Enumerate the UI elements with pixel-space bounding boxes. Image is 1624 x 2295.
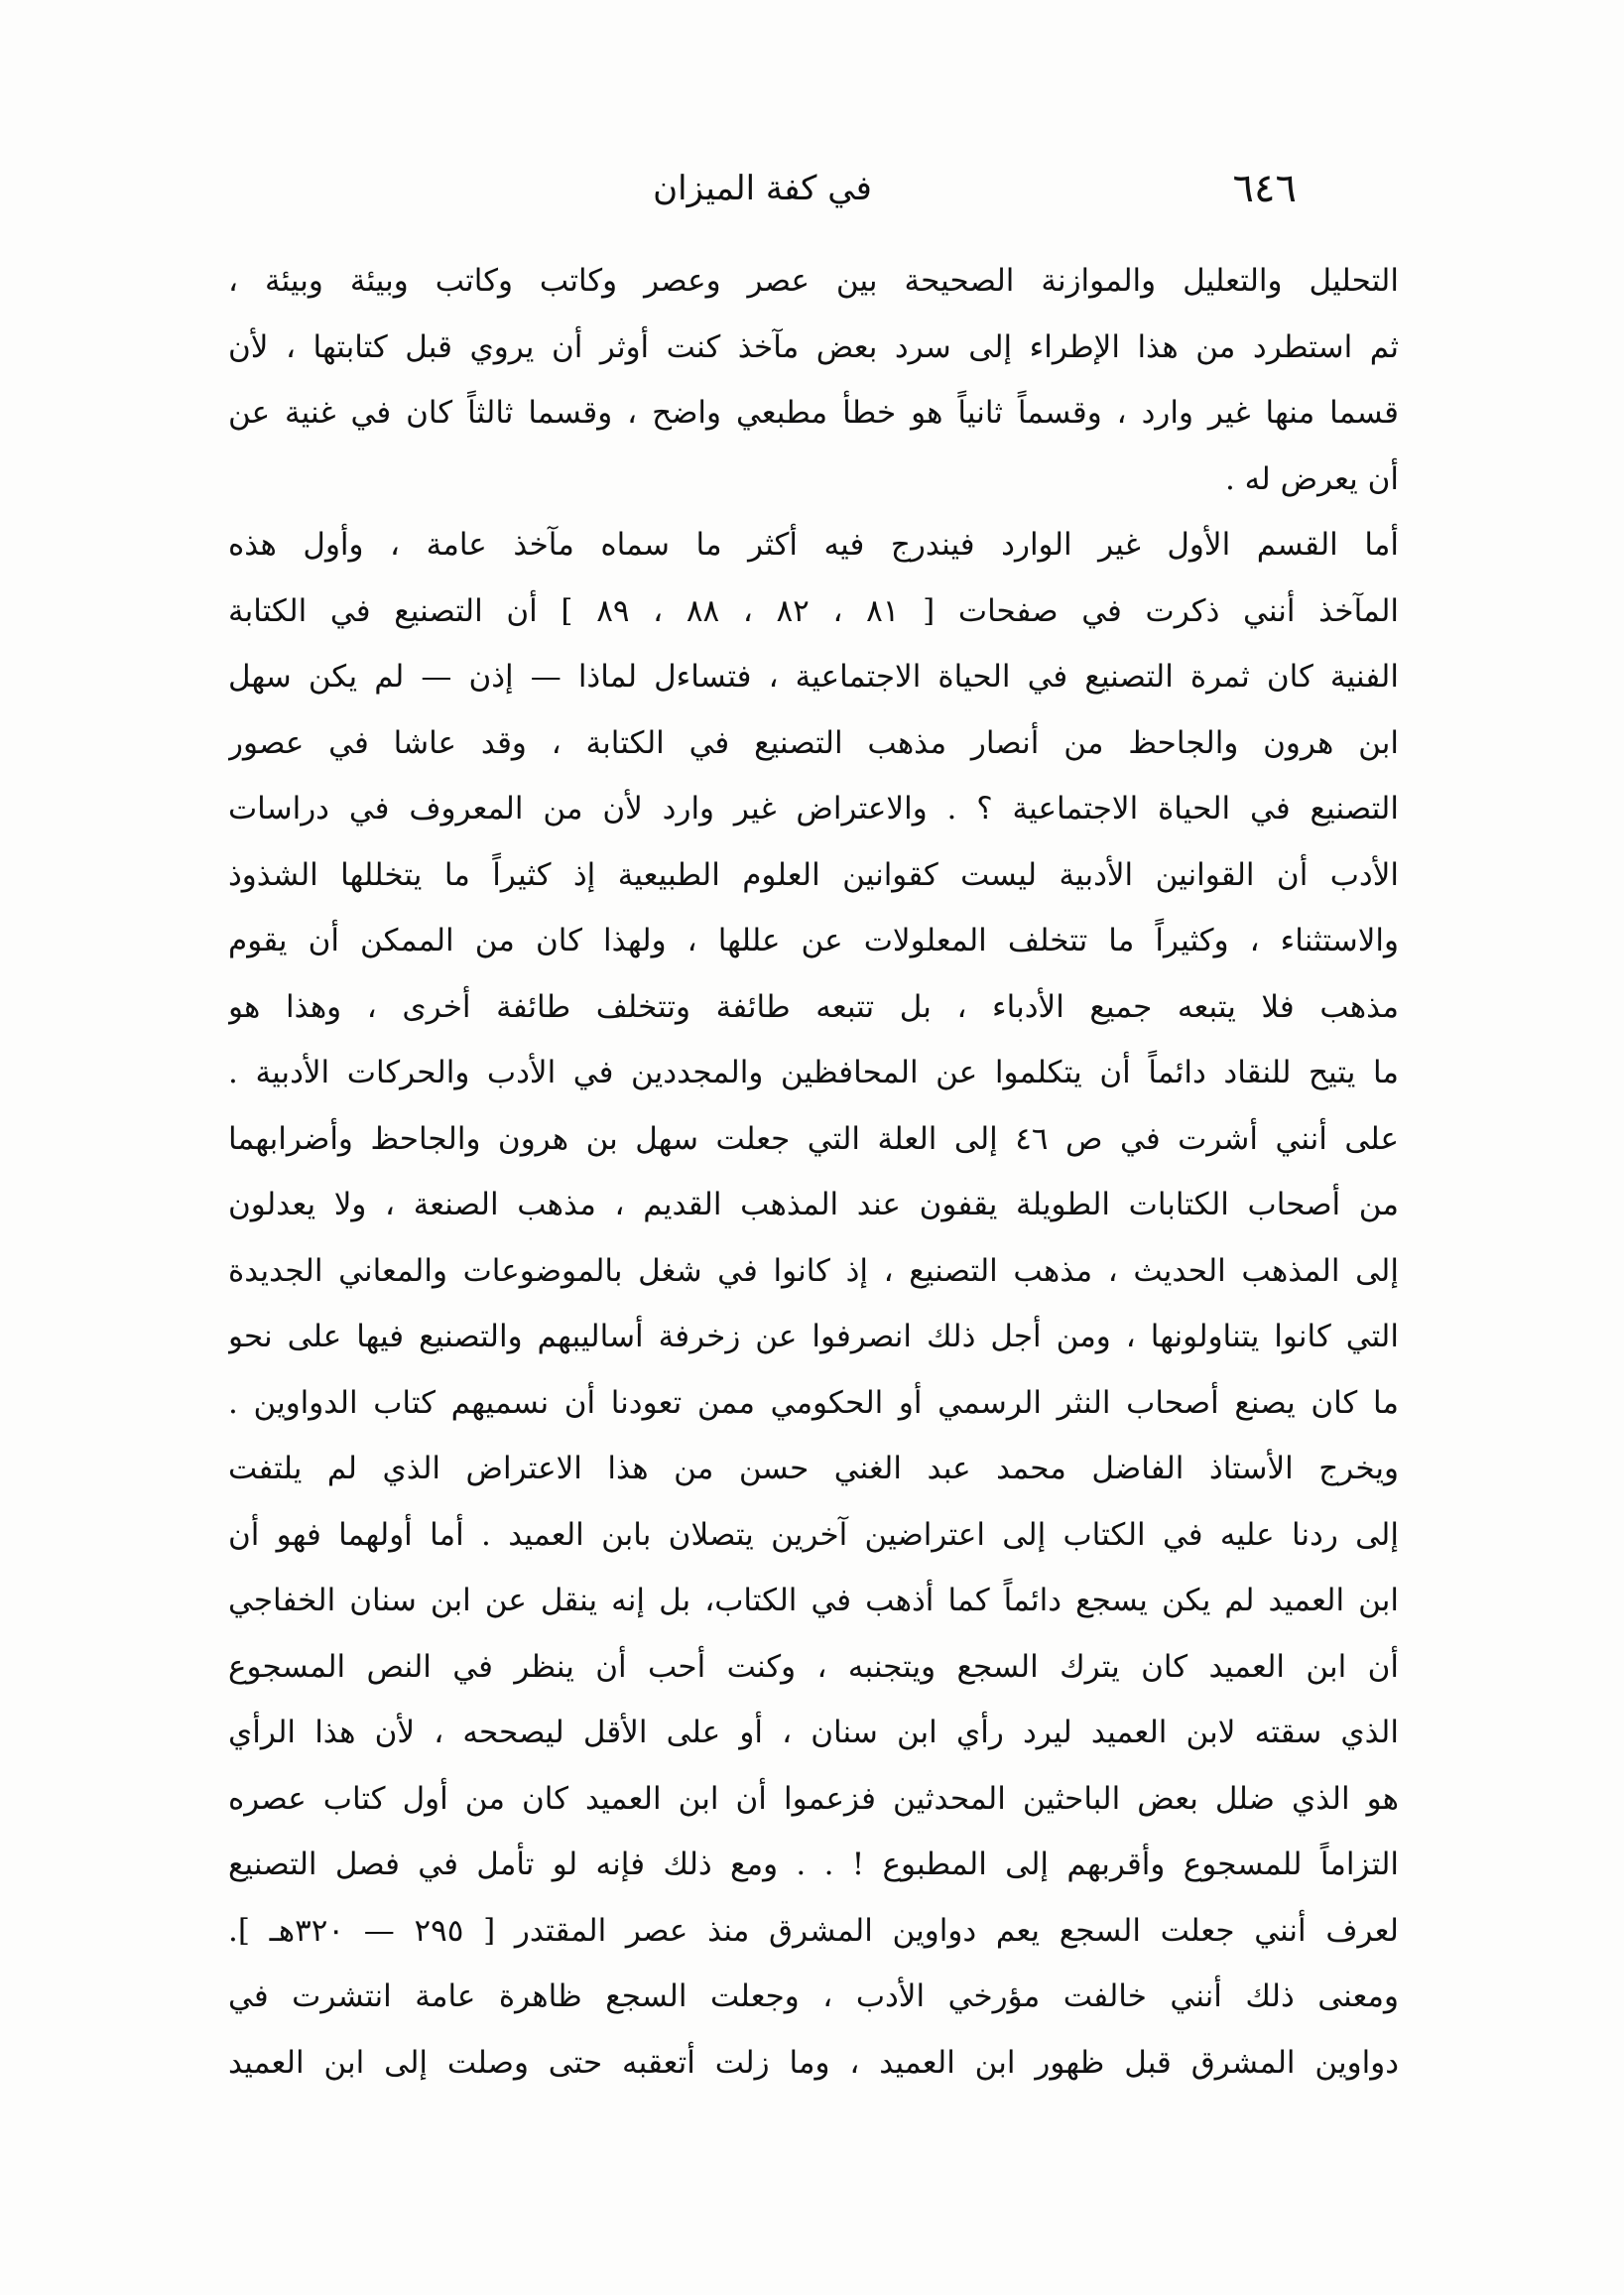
- text-line: ابن العميد لم يكن يسجع دائماً كما أذهب في الكتاب، بل إنه ينقل عن ابن سنان الخفاجي: [228, 1583, 1399, 1618]
- text-line: المآخذ أنني ذكرت في صفحات [ ٨١ ، ٨٢ ، ٨٨ ، ٨٩ ] أن التصنيع في الكتابة: [228, 592, 1399, 629]
- text-line: إلى ردنا عليه في الكتاب إلى اعتراضين آخرين يتصلان بابن العميد . أما أولهما فهو أن: [228, 1516, 1399, 1553]
- text-line: الفنية كان ثمرة التصنيع في الحياة الاجتماعية ، فتساءل لماذا — إذن — لم يكن سهل: [228, 659, 1399, 695]
- body-text: [228, 248, 1399, 2096]
- text-line: إلى المذهب الحديث ، مذهب التصنيع ، إذ كانوا في شغل بالموضوعات والمعاني الجديدة: [228, 1252, 1399, 1289]
- text-line: ثم استطرد من هذا الإطراء إلى سرد بعض مآخذ كنت أوثر أن يروي قبل كتابتها ، لأن: [228, 328, 1399, 365]
- page-number: ٦٤٦: [1232, 166, 1297, 211]
- text-line: أن ابن العميد كان يترك السجع ويتجنبه ، وكنت أحب أن ينظر في النص المسجوع: [228, 1648, 1399, 1685]
- text-line: قسما منها غير وارد ، وقسماً ثانياً هو خطأ مطبعي واضح ، وقسما ثالثاً كان في غنية عن: [228, 395, 1399, 431]
- text-line: ما يتيح للنقاد دائماً أن يتكلموا عن المحافظين والمجددين في الأدب والحركات الأدبية .: [228, 1055, 1399, 1090]
- text-line: أما القسم الأول غير الوارد فيندرج فيه أكثر ما سماه مآخذ عامة ، وأول هذه: [228, 527, 1399, 563]
- text-line: دواوين المشرق قبل ظهور ابن العميد ، وما زلت أتعقبه حتى وصلت إلى ابن العميد: [228, 2044, 1399, 2081]
- text-line: مذهب فلا يتبعه جميع الأدباء ، بل تتبعه طائفة وتتخلف طائفة أخرى ، وهذا هو: [228, 988, 1399, 1025]
- page-header: [228, 159, 1297, 218]
- text-line: والاستثناء ، وكثيراً ما تتخلف المعلولات عن عللها ، ولهذا كان من الممكن أن يقوم: [228, 923, 1399, 958]
- text-line: ابن هرون والجاحظ من أنصار مذهب التصنيع في الكتابة ، وقد عاشا في عصور: [228, 724, 1399, 761]
- text-line: الأدب أن القوانين الأدبية ليست كقوانين العلوم الطبيعية إذ كثيراً ما يتخللها الشذوذ: [228, 856, 1399, 893]
- text-line: الذي سقته لابن العميد ليرد رأي ابن سنان ، أو على الأقل ليصححه ، لأن هذا الرأي: [228, 1715, 1399, 1750]
- text-line: ما كان يصنع أصحاب النثر الرسمي أو الحكومي ممن تعودنا أن نسميهم كتاب الدواوين .: [228, 1384, 1399, 1421]
- text-line: لعرف أنني جعلت السجع يعم دواوين المشرق منذ عصر المقتدر [ ٢٩٥ — ٣٢٠هـ ].: [228, 1912, 1399, 1949]
- text-line: ويخرج الأستاذ الفاضل محمد عبد الغني حسن من هذا الاعتراض الذي لم يلتفت: [228, 1451, 1399, 1486]
- text-line: التصنيع في الحياة الاجتماعية ؟ . والاعتراض غير وارد لأن من المعروف في دراسات: [228, 791, 1399, 827]
- text-line: التزاماً للمسجوع وأقربهم إلى المطبوع ! . . ومع ذلك فإنه لو تأمل في فصل التصنيع: [228, 1847, 1399, 1882]
- text-line: من أصحاب الكتابات الطويلة يقفون عند المذهب القديم ، مذهب الصنعة ، ولا يعدلون: [228, 1187, 1399, 1222]
- text-line: على أنني أشرت في ص ٤٦ إلى العلة التي جعلت سهل بن هرون والجاحظ وأضرابهما: [228, 1120, 1399, 1157]
- text-line: التي كانوا يتناولونها ، ومن أجل ذلك انصرفوا عن زخرفة أساليبهم والتصنيع فيها على نحو: [228, 1319, 1399, 1354]
- text-line: هو الذي ضلل بعض الباحثين المحدثين فزعموا أن ابن العميد كان من أول كتاب عصره: [228, 1780, 1399, 1817]
- text-line: التحليل والتعليل والموازنة الصحيحة بين عصر وعصر وكاتب وكاتب وبيئة وبيئة ،: [228, 263, 1399, 299]
- text-line: أن يعرض له .: [1224, 460, 1399, 497]
- running-title: في كفة الميزان: [653, 169, 872, 208]
- text-line: ومعنى ذلك أنني خالفت مؤرخي الأدب ، وجعلت السجع ظاهرة عامة انتشرت في: [228, 1978, 1399, 2014]
